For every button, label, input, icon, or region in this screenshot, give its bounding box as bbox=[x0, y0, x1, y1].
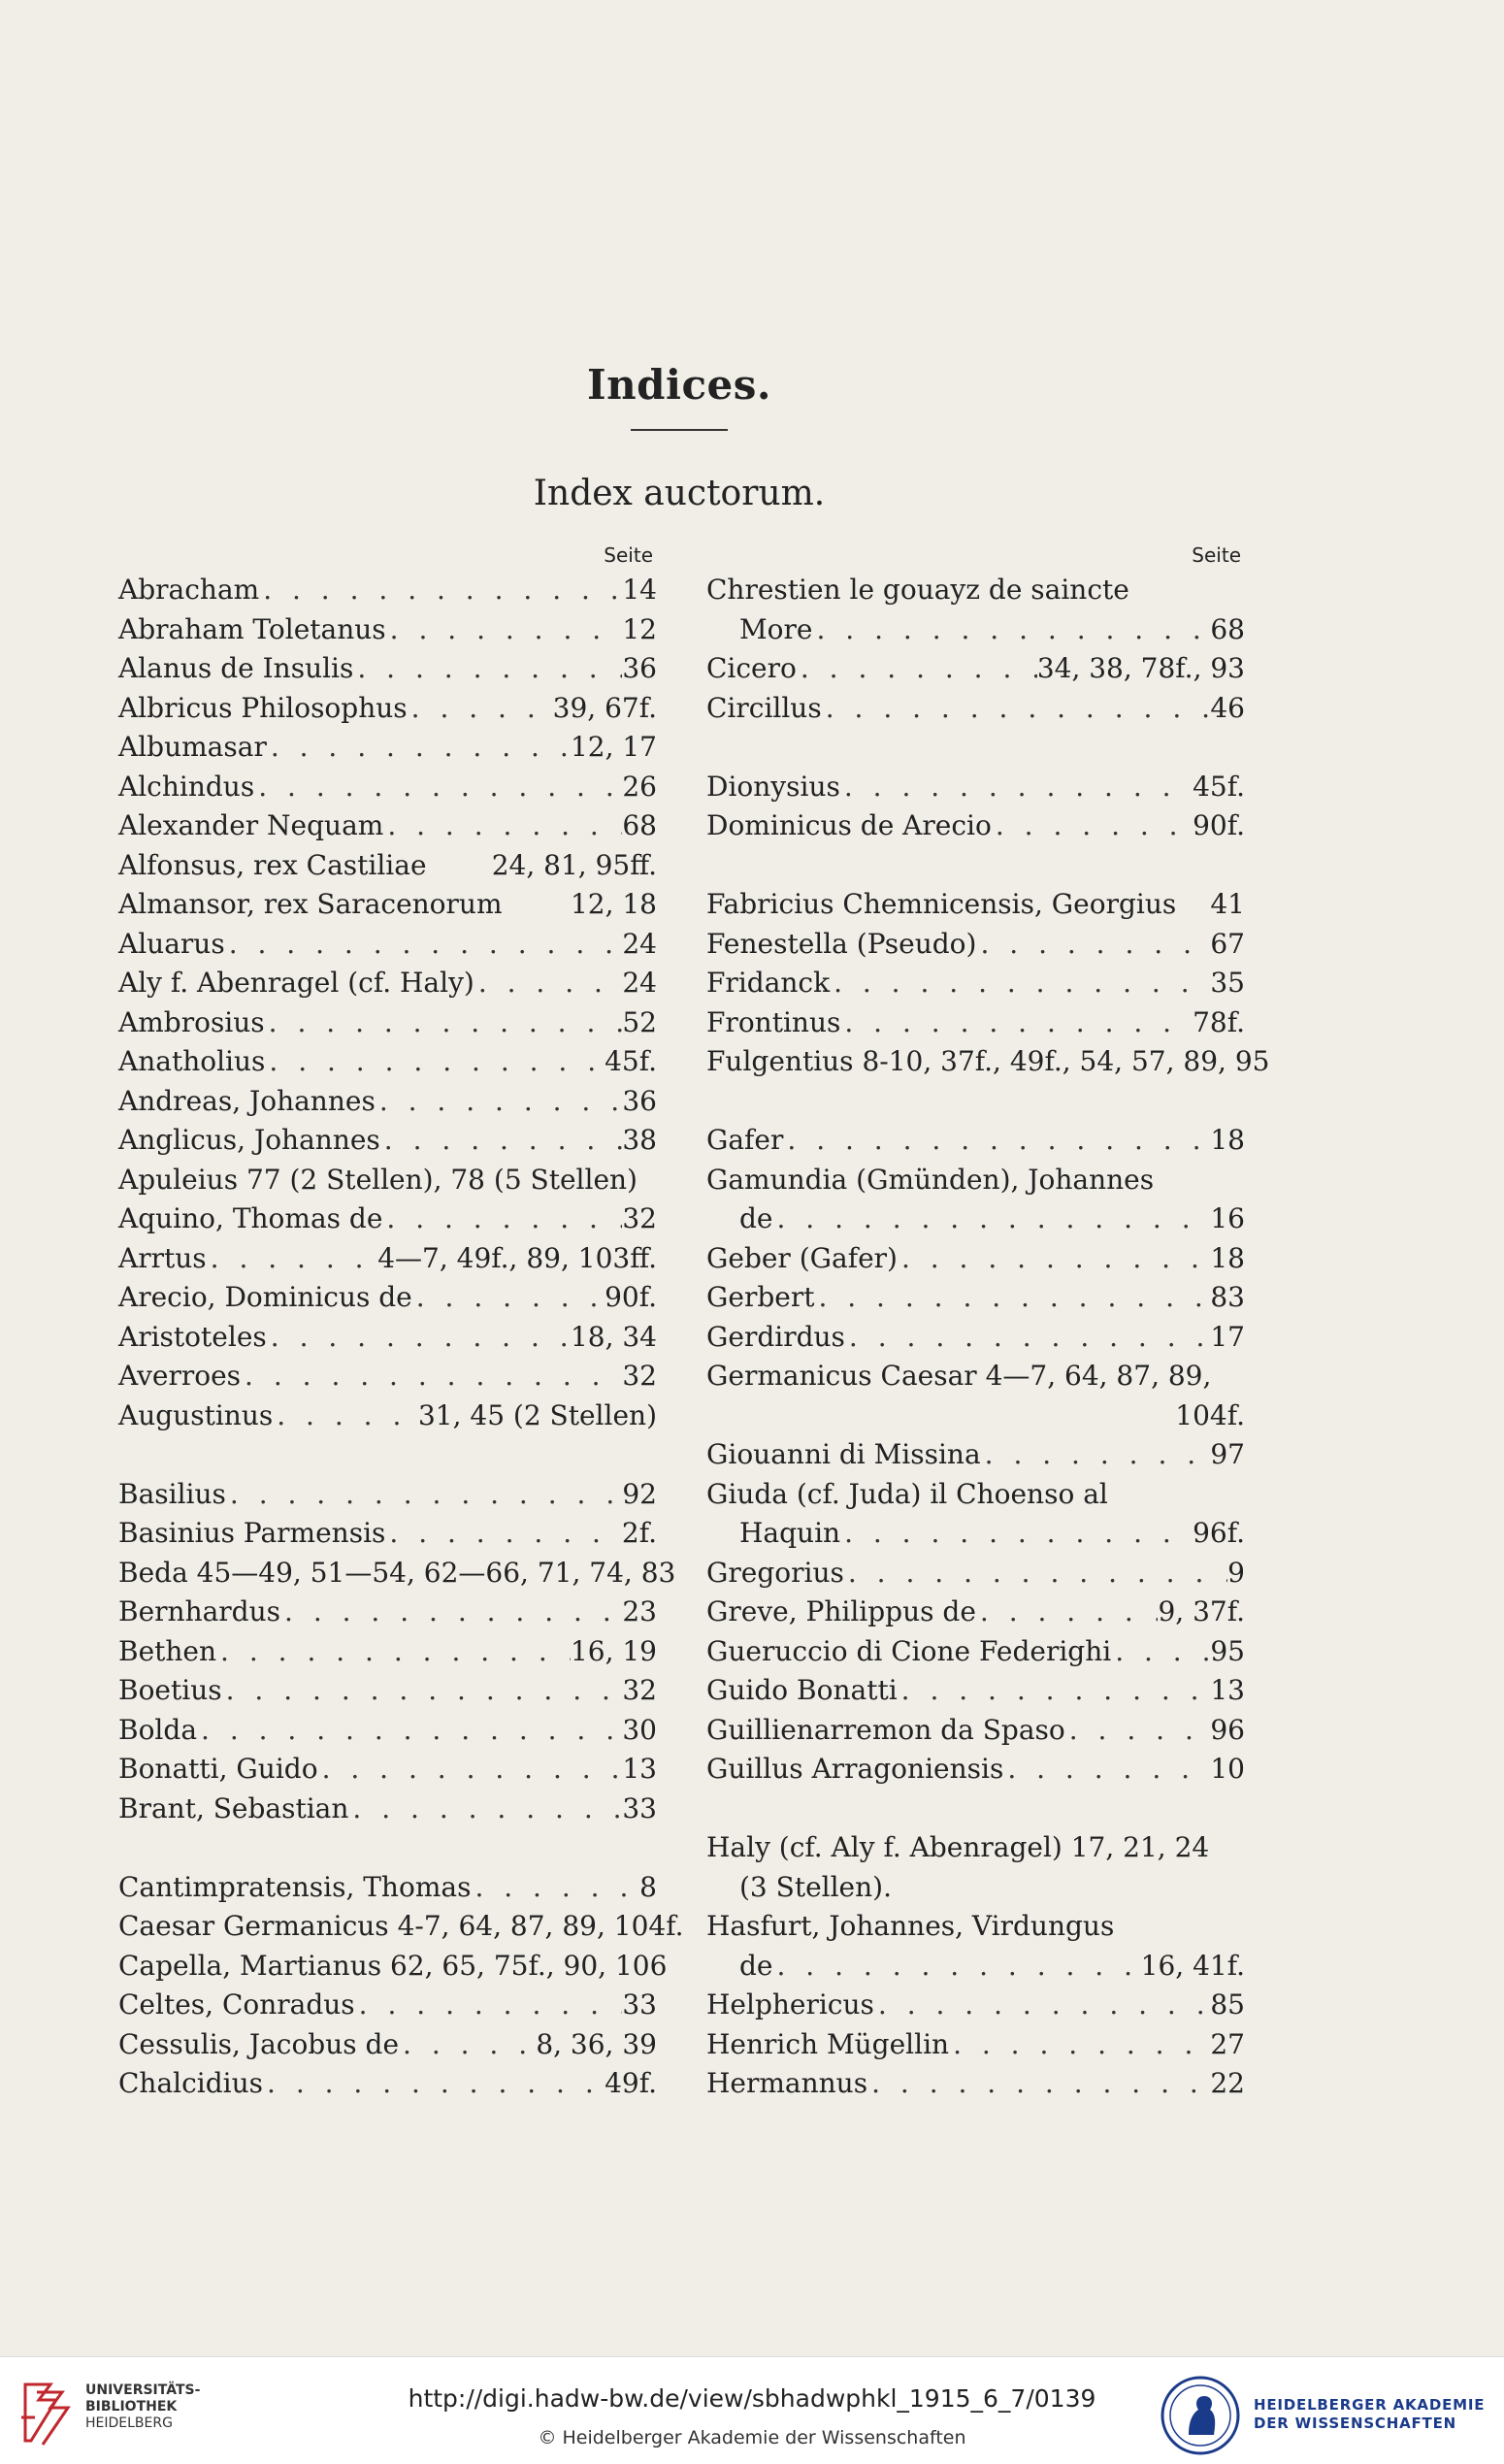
leader-dots bbox=[898, 1671, 1211, 1711]
author-name: Arrtus bbox=[118, 1241, 207, 1274]
index-entry bbox=[118, 1711, 657, 1751]
leader-dots bbox=[207, 1239, 378, 1279]
page-reference: 33 bbox=[622, 1988, 657, 2020]
page-reference: 22 bbox=[1210, 2067, 1245, 2099]
page-reference: 35 bbox=[1210, 967, 1245, 999]
leader-dots bbox=[386, 610, 623, 650]
index-entry bbox=[118, 806, 657, 846]
author-name: Andreas, Johannes bbox=[118, 1084, 376, 1117]
leader-dots bbox=[840, 768, 1193, 807]
leader-dots bbox=[265, 1003, 623, 1043]
index-entry bbox=[118, 689, 657, 729]
page-reference: 8 bbox=[639, 1870, 657, 1903]
index-entry bbox=[706, 1318, 1245, 1358]
author-name: Basinius Parmensis bbox=[118, 1517, 386, 1549]
index-entry bbox=[706, 1514, 1245, 1554]
seite-label: Seite bbox=[1192, 543, 1241, 567]
leader-dots bbox=[399, 2025, 536, 2065]
author-name: Bethen bbox=[118, 1634, 217, 1667]
index-entry bbox=[706, 925, 1245, 965]
leader-dots bbox=[353, 649, 622, 689]
author-name: de bbox=[739, 1202, 773, 1234]
leader-dots bbox=[840, 1514, 1193, 1554]
author-name: Chalcidius bbox=[118, 2067, 264, 2099]
author-name: Cessulis, Jacobus de bbox=[118, 2027, 400, 2060]
leader-dots bbox=[783, 1121, 1210, 1161]
leader-dots bbox=[874, 1986, 1210, 2025]
author-name: Cantimpratensis, Thomas bbox=[118, 1870, 472, 1903]
index-entry bbox=[118, 1514, 657, 1554]
author-name: Gamundia (Gmünden), Johannes bbox=[706, 1163, 1155, 1196]
page-reference: 27 bbox=[1210, 2027, 1245, 2060]
index-entry bbox=[118, 1790, 657, 1829]
leader-dots bbox=[385, 1514, 622, 1554]
author-name: Frontinus bbox=[706, 1005, 841, 1038]
author-name: Basilius bbox=[118, 1477, 226, 1510]
index-entry bbox=[706, 689, 1245, 729]
author-name: Giouanni di Missina bbox=[706, 1438, 981, 1470]
index-entry bbox=[706, 1357, 1245, 1396]
index-entry bbox=[118, 1396, 657, 1436]
leader-dots bbox=[992, 806, 1193, 846]
leader-dots bbox=[976, 1593, 1159, 1632]
author-name: Aluarus bbox=[118, 927, 225, 960]
index-entry bbox=[118, 1632, 657, 1672]
leader-dots bbox=[267, 1318, 571, 1358]
index-entry bbox=[118, 649, 657, 689]
page-reference: 13 bbox=[1210, 1674, 1245, 1706]
author-name: Caesar Germanicus 4-7, 64, 87, 89, 104f. bbox=[118, 1910, 684, 1942]
page-reference: 36 bbox=[622, 1084, 657, 1117]
page-reference: 67 bbox=[1210, 927, 1245, 960]
page-reference: 68 bbox=[1210, 612, 1245, 645]
section-gap bbox=[706, 846, 1245, 886]
leader-dots bbox=[226, 1475, 622, 1515]
page-reference: 18 bbox=[1210, 1124, 1245, 1156]
page-reference: 85 bbox=[1210, 1988, 1245, 2020]
index-entry bbox=[118, 2025, 657, 2065]
page-reference: 14 bbox=[622, 574, 657, 606]
page-reference: 12, 18 bbox=[570, 888, 657, 920]
copyright-notice: © Heidelberger Akademie der Wissenschaften bbox=[538, 2427, 966, 2448]
page-reference: 52 bbox=[622, 1005, 657, 1038]
author-name: Chrestien le gouayz de saincte bbox=[706, 574, 1129, 606]
index-entry bbox=[706, 1042, 1270, 1082]
index-entry bbox=[706, 1003, 1245, 1043]
page-reference: 24 bbox=[622, 927, 657, 960]
author-name: Abracham bbox=[118, 574, 260, 606]
index-entry bbox=[118, 1318, 657, 1358]
academy-name bbox=[1254, 2396, 1485, 2433]
index-entry bbox=[118, 1750, 657, 1790]
index-entry bbox=[706, 1239, 1245, 1279]
page-reference: 78f. bbox=[1193, 1005, 1245, 1038]
index-entry bbox=[118, 1239, 657, 1279]
permalink-url[interactable]: http://digi.hadw-bw.de/view/sbhadwphkl_1915_6_7/0139 bbox=[408, 2384, 1096, 2413]
author-name: Abraham Toletanus bbox=[118, 612, 386, 645]
index-entry bbox=[118, 1161, 657, 1200]
author-name: Hasfurt, Johannes, Virdungus bbox=[706, 1910, 1115, 1942]
author-name: Haly (cf. Aly f. Abenragel) 17, 21, 24 bbox=[706, 1831, 1210, 1863]
leader-dots bbox=[1065, 1711, 1211, 1751]
page-reference: 97 bbox=[1210, 1438, 1245, 1470]
author-name: Aquino, Thomas de bbox=[118, 1202, 383, 1234]
hadw-line-2: DER WISSENSCHAFTEN bbox=[1254, 2415, 1456, 2432]
index-column-left bbox=[118, 540, 684, 2104]
index-entry bbox=[118, 1199, 657, 1239]
ub-line-2: BIBLIOTHEK bbox=[85, 2399, 178, 2415]
author-name: Fridanck bbox=[706, 967, 831, 999]
index-entry bbox=[118, 768, 657, 807]
author-name: Fabricius Chemnicensis, Georgius bbox=[706, 888, 1177, 920]
index-entry bbox=[706, 1868, 1245, 1908]
section-gap bbox=[118, 1435, 657, 1475]
page-reference: 95 bbox=[1210, 1634, 1245, 1667]
index-entry bbox=[118, 2064, 657, 2104]
page-reference: 18, 34 bbox=[570, 1320, 657, 1353]
author-name: Germanicus Caesar 4—7, 64, 87, 89, bbox=[706, 1360, 1212, 1392]
leader-dots bbox=[773, 1947, 1141, 1987]
leader-dots bbox=[976, 925, 1210, 965]
page-reference: 49f. bbox=[605, 2067, 657, 2099]
index-entry bbox=[706, 1278, 1245, 1318]
page-reference: 18 bbox=[1210, 1241, 1245, 1274]
leader-dots bbox=[412, 1278, 605, 1318]
index-entry bbox=[706, 1947, 1245, 1987]
author-name: Helphericus bbox=[706, 1988, 874, 2020]
index-entry bbox=[706, 649, 1245, 689]
leader-dots bbox=[241, 1357, 622, 1396]
author-name: More bbox=[739, 612, 813, 645]
page-reference: 10 bbox=[1210, 1753, 1245, 1785]
author-name: Brant, Sebastian bbox=[118, 1791, 349, 1824]
index-entry bbox=[118, 885, 657, 925]
author-name: (3 Stellen). bbox=[739, 1870, 892, 1903]
index-entry bbox=[118, 1907, 684, 1947]
index-entry bbox=[118, 728, 657, 768]
page-reference: 45f. bbox=[605, 1045, 657, 1077]
leader-dots bbox=[844, 1554, 1227, 1593]
author-name: Bernhardus bbox=[118, 1595, 281, 1627]
author-name: Anatholius bbox=[118, 1045, 266, 1077]
leader-dots bbox=[949, 2025, 1210, 2065]
author-name: Henrich Mügellin bbox=[706, 2027, 950, 2060]
leader-dots bbox=[383, 806, 622, 846]
leader-dots bbox=[814, 1278, 1210, 1318]
index-entry bbox=[118, 1475, 657, 1515]
page-reference: 26 bbox=[622, 770, 657, 803]
page-reference: 12, 17 bbox=[570, 731, 657, 763]
leader-dots bbox=[267, 728, 571, 768]
page-reference: 2f. bbox=[621, 1517, 657, 1549]
author-name: Hermannus bbox=[706, 2067, 868, 2099]
index-entry bbox=[706, 1828, 1245, 1868]
leader-dots bbox=[382, 1199, 622, 1239]
page-reference: 83 bbox=[1210, 1281, 1245, 1313]
page-reference: 13 bbox=[622, 1753, 657, 1785]
leader-dots bbox=[280, 1593, 622, 1632]
academy-seal-icon bbox=[1160, 2375, 1241, 2456]
page-reference: 46 bbox=[1210, 691, 1245, 724]
index-entry bbox=[706, 885, 1245, 925]
index-entry bbox=[118, 1357, 657, 1396]
index-entry bbox=[706, 1986, 1245, 2025]
page-reference: 45f. bbox=[1193, 770, 1245, 803]
author-name: de bbox=[739, 1949, 773, 1982]
page-reference: 31, 45 (2 Stellen) bbox=[417, 1398, 657, 1431]
author-name: Gregorius bbox=[706, 1556, 844, 1589]
index-entry bbox=[706, 1396, 1245, 1436]
page-reference: 12 bbox=[622, 612, 657, 645]
leader-dots bbox=[222, 1671, 623, 1711]
index-column-right bbox=[706, 540, 1270, 2104]
page-reference: 36 bbox=[622, 652, 657, 684]
index-entry bbox=[118, 1868, 657, 1908]
author-name: Ambrosius bbox=[118, 1005, 265, 1038]
page-reference: 39, 67f. bbox=[552, 691, 657, 724]
leader-dots bbox=[474, 964, 623, 1003]
author-name: Capella, Martianus 62, 65, 75f., 90, 106 bbox=[118, 1949, 668, 1982]
leader-dots bbox=[348, 1790, 622, 1829]
index-entry bbox=[118, 1121, 657, 1161]
index-entry bbox=[706, 1554, 1245, 1593]
leader-dots bbox=[1111, 1632, 1210, 1672]
leader-dots bbox=[263, 2064, 605, 2104]
index-entry bbox=[118, 846, 657, 886]
index-entry bbox=[706, 1671, 1245, 1711]
leader-dots bbox=[273, 1396, 418, 1436]
page-reference: 24 bbox=[622, 967, 657, 999]
page-reference: 16, 19 bbox=[570, 1634, 657, 1667]
author-name: Albricus Philosophus bbox=[118, 691, 408, 724]
leader-dots bbox=[812, 610, 1210, 650]
index-entry bbox=[118, 1554, 676, 1593]
index-entry bbox=[706, 1161, 1245, 1200]
page-reference: 4—7, 49f., 89, 103ff. bbox=[377, 1241, 657, 1274]
page-reference: 92 bbox=[622, 1477, 657, 1510]
index-entry bbox=[706, 571, 1245, 610]
author-name: Alfonsus, rex Castiliae bbox=[118, 848, 427, 881]
page-reference: 96 bbox=[1210, 1713, 1245, 1746]
index-entry bbox=[118, 1986, 657, 2025]
page-reference: 32 bbox=[622, 1360, 657, 1392]
author-name: Boetius bbox=[118, 1674, 222, 1706]
index-entry bbox=[706, 2025, 1245, 2065]
author-name: Anglicus, Johannes bbox=[118, 1124, 380, 1156]
leader-dots bbox=[981, 1435, 1211, 1475]
author-name: Averroes bbox=[118, 1360, 242, 1392]
author-name: Geber (Gafer) bbox=[706, 1241, 898, 1274]
index-entry bbox=[706, 610, 1245, 650]
author-name: Circillus bbox=[706, 691, 822, 724]
page-reference: 96f. bbox=[1193, 1517, 1245, 1549]
hadw-line-1: HEIDELBERGER AKADEMIE bbox=[1254, 2396, 1486, 2414]
section-gap bbox=[118, 1828, 657, 1868]
title-rule bbox=[631, 429, 728, 431]
leader-dots bbox=[867, 2064, 1210, 2104]
author-name: Guillus Arragoniensis bbox=[706, 1753, 1004, 1785]
page-title: Indices. bbox=[586, 361, 772, 409]
leader-dots bbox=[355, 1986, 623, 2025]
page-reference: 90f. bbox=[1193, 809, 1245, 841]
page-reference: 41 bbox=[1210, 888, 1245, 920]
author-name: Bolda bbox=[118, 1713, 198, 1746]
index-entry bbox=[706, 1593, 1245, 1632]
index-entry bbox=[706, 1632, 1245, 1672]
leader-dots bbox=[318, 1750, 623, 1790]
section-gap bbox=[706, 1082, 1245, 1122]
author-name: Haquin bbox=[739, 1517, 841, 1549]
author-name: Beda 45—49, 51—54, 62—66, 71, 74, 83 bbox=[118, 1556, 676, 1589]
author-name: Guido Bonatti bbox=[706, 1674, 898, 1706]
author-name: Cicero bbox=[706, 652, 797, 684]
author-name: Giuda (cf. Juda) il Choenso al bbox=[706, 1477, 1108, 1510]
author-name: Arecio, Dominicus de bbox=[118, 1281, 412, 1313]
ub-line-3: HEIDELBERG bbox=[85, 2415, 173, 2431]
author-name: Bonatti, Guido bbox=[118, 1753, 318, 1785]
leader-dots bbox=[797, 649, 1037, 689]
index-entry bbox=[706, 964, 1245, 1003]
page-reference: 9, 37f. bbox=[1158, 1595, 1245, 1627]
leader-dots bbox=[265, 1042, 605, 1082]
author-name: Augustinus bbox=[118, 1398, 274, 1431]
page-reference: 23 bbox=[622, 1595, 657, 1627]
page-reference: 9 bbox=[1227, 1556, 1245, 1589]
author-name: Gueruccio di Cione Federighi bbox=[706, 1634, 1112, 1667]
page-reference: 32 bbox=[622, 1674, 657, 1706]
index-entry bbox=[706, 1475, 1245, 1515]
index-entry bbox=[118, 1003, 657, 1043]
leader-dots bbox=[197, 1711, 622, 1751]
index-entry bbox=[706, 1199, 1245, 1239]
author-name: Dominicus de Arecio bbox=[706, 809, 992, 841]
author-name: Guillienarremon da Spaso bbox=[706, 1713, 1065, 1746]
index-entry bbox=[706, 768, 1245, 807]
author-name: Gerdirdus bbox=[706, 1320, 845, 1353]
author-name: Gafer bbox=[706, 1124, 784, 1156]
index-entry bbox=[118, 571, 657, 610]
page-subtitle: Index auctorum. bbox=[533, 474, 826, 513]
section-gap bbox=[706, 728, 1245, 768]
page-reference: 68 bbox=[622, 809, 657, 841]
leader-dots bbox=[225, 925, 623, 965]
page-reference: 90f. bbox=[605, 1281, 657, 1313]
page-reference: 34, 38, 78f., 93 bbox=[1036, 652, 1245, 684]
author-name: Alexander Nequam bbox=[118, 809, 384, 841]
author-name: Greve, Philippus de bbox=[706, 1595, 976, 1627]
footer-bar bbox=[0, 2356, 1504, 2464]
leader-dots bbox=[254, 768, 622, 807]
page-reference: 17 bbox=[1210, 1320, 1245, 1353]
leader-dots bbox=[773, 1199, 1211, 1239]
seite-label: Seite bbox=[604, 543, 653, 567]
leader-dots bbox=[376, 1082, 623, 1122]
page-reference: 16 bbox=[1210, 1202, 1245, 1234]
author-name: Alanus de Insulis bbox=[118, 652, 354, 684]
leader-dots bbox=[822, 689, 1211, 729]
leader-dots bbox=[898, 1239, 1210, 1279]
index-entry bbox=[118, 925, 657, 965]
index-entry bbox=[706, 1750, 1245, 1790]
index-entry bbox=[706, 1907, 1245, 1947]
page-reference: 104f. bbox=[1175, 1398, 1245, 1431]
index-entry bbox=[118, 610, 657, 650]
leader-dots bbox=[471, 1868, 639, 1908]
leader-dots bbox=[408, 689, 553, 729]
author-name: Fenestella (Pseudo) bbox=[706, 927, 977, 960]
leader-dots bbox=[259, 571, 622, 610]
author-name: Apuleius 77 (2 Stellen), 78 (5 Stellen) bbox=[118, 1163, 638, 1196]
author-name: Dionysius bbox=[706, 770, 840, 803]
author-name: Almansor, rex Saracenorum bbox=[118, 888, 503, 920]
author-name: Aly f. Abenragel (cf. Haly) bbox=[118, 967, 474, 999]
index-entry bbox=[118, 964, 657, 1003]
leader-dots bbox=[830, 964, 1210, 1003]
index-entry bbox=[706, 1121, 1245, 1161]
section-gap bbox=[706, 1790, 1245, 1829]
leader-dots bbox=[216, 1632, 571, 1672]
leader-dots bbox=[840, 1003, 1193, 1043]
index-entry bbox=[118, 1278, 657, 1318]
page-reference: 30 bbox=[622, 1713, 657, 1746]
author-name: Fulgentius 8-10, 37f., 49f., 54, 57, 89, 95 bbox=[706, 1045, 1270, 1077]
index-entry bbox=[706, 806, 1245, 846]
leader-dots bbox=[1003, 1750, 1210, 1790]
index-entry bbox=[118, 1947, 668, 1987]
page-reference: 38 bbox=[622, 1124, 657, 1156]
page-reference: 8, 36, 39 bbox=[536, 2027, 657, 2060]
ub-line-1: UNIVERSITÄTS- bbox=[85, 2382, 201, 2398]
leader-dots bbox=[380, 1121, 623, 1161]
index-entry bbox=[118, 1082, 657, 1122]
index-entry bbox=[118, 1671, 657, 1711]
index-entry bbox=[118, 1593, 657, 1632]
author-name: Alchindus bbox=[118, 770, 255, 803]
index-entry bbox=[706, 2064, 1245, 2104]
author-name: Aristoteles bbox=[118, 1320, 267, 1353]
page-reference: 16, 41f. bbox=[1140, 1949, 1245, 1982]
leader-dots bbox=[845, 1318, 1210, 1358]
author-name: Celtes, Conradus bbox=[118, 1988, 355, 2020]
index-entry bbox=[706, 1711, 1245, 1751]
page-reference: 32 bbox=[622, 1202, 657, 1234]
page-reference: 24, 81, 95ff. bbox=[491, 848, 657, 881]
index-entry bbox=[118, 1042, 657, 1082]
index-entry bbox=[706, 1435, 1245, 1475]
author-name: Albumasar bbox=[118, 731, 267, 763]
author-name: Gerbert bbox=[706, 1281, 815, 1313]
page-reference: 33 bbox=[622, 1791, 657, 1824]
